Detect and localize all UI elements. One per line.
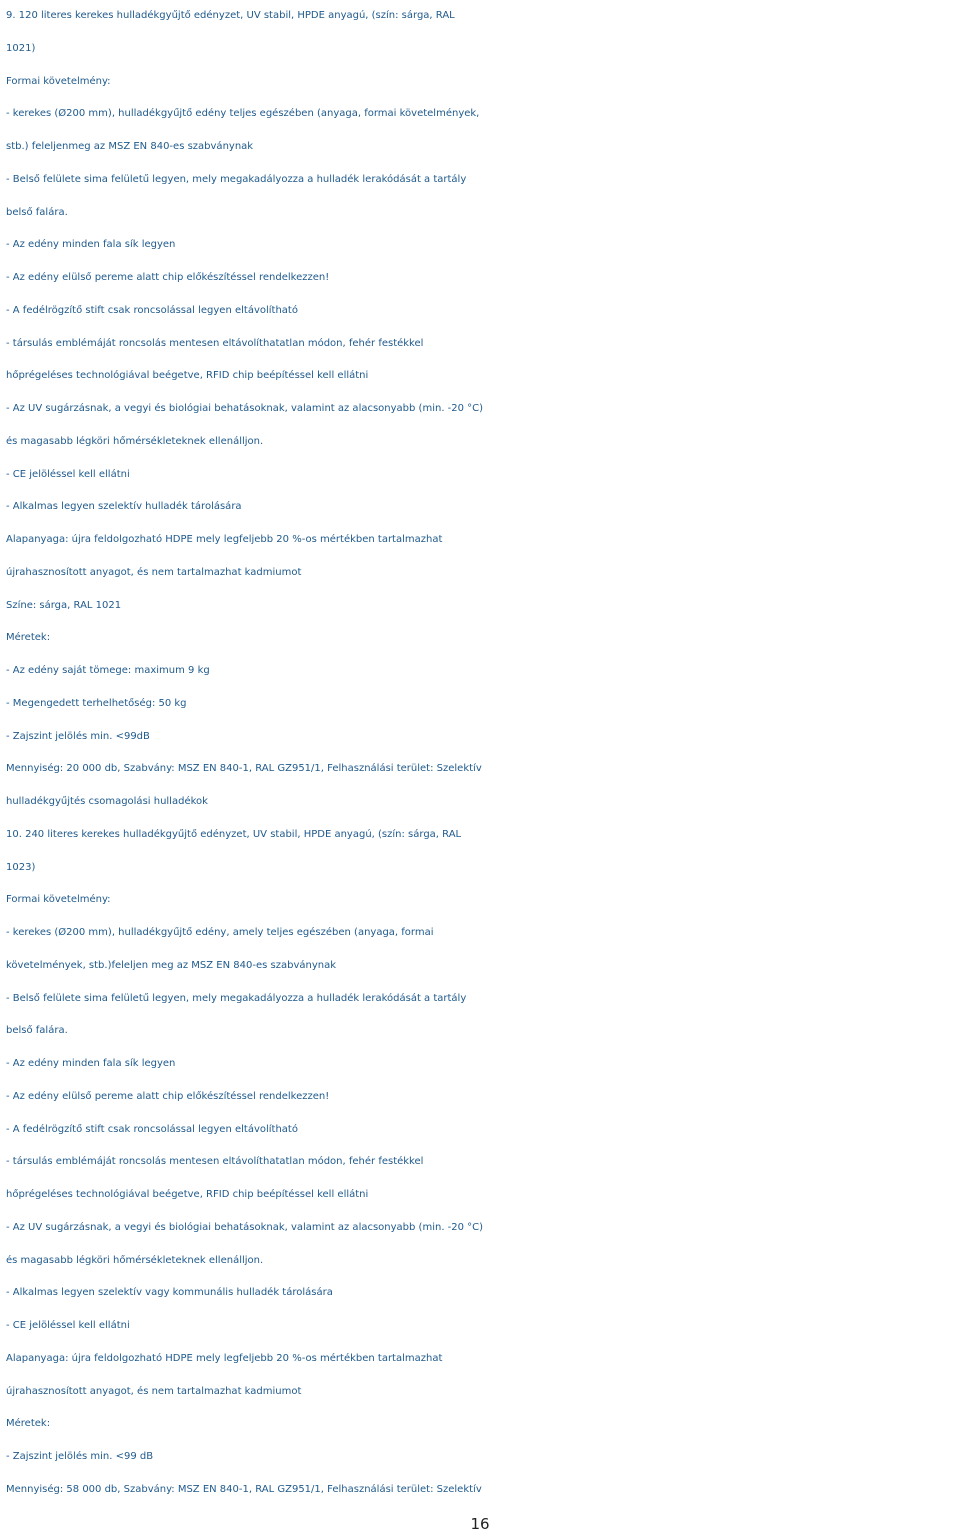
requirement-line: - Alkalmas legyen szelektív vagy kommunális hulladék tárolására	[6, 1287, 333, 1299]
requirement-line: - Alkalmas legyen szelektív hulladék tárolására	[6, 501, 242, 513]
item-9-heading-line-1: 9. 120 literes kerekes hulladékgyűjtő edényzet, UV stabil, HPDE anyagú, (szín: sárga, RAL	[6, 10, 455, 21]
dimensions-label: Méretek:	[6, 1418, 51, 1430]
requirement-line: belső falára.	[6, 1025, 68, 1037]
quantity-line: Mennyiség: 58 000 db, Szabvány: MSZ EN 840-1, RAL GZ951/1, Felhasználási terület: Szelektív	[6, 1483, 482, 1495]
requirement-line: - A fedélrögzítő stift csak roncsolással legyen eltávolítható	[6, 1123, 298, 1135]
requirement-line: - Az edény minden fala sík legyen	[6, 1058, 176, 1069]
item-10-heading-line-1: 10. 240 literes kerekes hulladékgyűjtő edényzet, UV stabil, HPDE anyagú, (szín: sárga, RAL	[6, 828, 462, 840]
requirement-line: stb.) feleljenmeg az MSZ EN 840-es szabványnak	[6, 141, 254, 152]
requirement-line: belső falára.	[6, 206, 68, 218]
item-10-heading-line-2: 1023)	[6, 861, 36, 873]
requirement-line: - Belső felülete sima felületű legyen, mely megakadályozza a hulladék lerakódását a tartály	[6, 173, 467, 185]
requirement-line: követelmények, stb.)feleljen meg az MSZ EN 840-es szabványnak	[6, 959, 336, 971]
material-line: Alapanyaga: újra feldolgozható HDPE mely legfeljebb 20 %-os mértékben tartalmazhat	[6, 534, 443, 545]
requirement-line: - CE jelöléssel kell ellátni	[6, 1320, 130, 1331]
requirement-line: - Az edény elülső pereme alatt chip előkészítéssel rendelkezzen!	[6, 1090, 330, 1102]
requirement-line: - kerekes (Ø200 mm), hulladékgyűjtő edény, amely teljes egészében (anyaga, formai	[6, 927, 434, 938]
page-number: 16	[470, 1515, 490, 1533]
dimensions-label: Méretek:	[6, 632, 51, 644]
quantity-line: hulladékgyűjtés csomagolási hulladékok	[6, 796, 208, 807]
requirement-line: - Az UV sugárzásnak, a vegyi és biológiai behatásoknak, valamint az alacsonyabb (min. -20 °C)	[6, 1221, 484, 1233]
material-line: Alapanyaga: újra feldolgozható HDPE mely legfeljebb 20 %-os mértékben tartalmazhat	[6, 1352, 443, 1364]
requirement-line: - kerekes (Ø200 mm), hulladékgyűjtő edény teljes egészében (anyaga, formai követelmények,	[6, 108, 480, 120]
requirement-line: - Belső felülete sima felületű legyen, mely megakadályozza a hulladék lerakódását a tartály	[6, 992, 467, 1004]
requirement-line: - Az UV sugárzásnak, a vegyi és biológiai behatásoknak, valamint az alacsonyabb (min. -20 °C)	[6, 403, 484, 414]
requirement-line: - CE jelöléssel kell ellátni	[6, 468, 130, 480]
requirement-line: és magasabb légköri hőmérsékleteknek ellenálljon.	[6, 435, 264, 447]
dimension-line: - Megengedett terhelhetőség: 50 kg	[6, 697, 187, 709]
requirement-line: és magasabb légköri hőmérsékleteknek ellenálljon.	[6, 1254, 264, 1266]
requirement-line: - Az edény minden fala sík legyen	[6, 239, 176, 251]
requirement-line: - Az edény elülső pereme alatt chip előkészítéssel rendelkezzen!	[6, 272, 330, 283]
material-line: újrahasznosított anyagot, és nem tartalmazhat kadmiumot	[6, 1385, 302, 1397]
document-body	[6, 0, 960, 1507]
formal-requirements-label: Formai követelmény:	[6, 894, 111, 906]
color-line: Színe: sárga, RAL 1021	[6, 599, 122, 611]
requirement-line: - társulás emblémáját roncsolás mentesen eltávolíthatatlan módon, fehér festékkel	[6, 1156, 424, 1168]
dimension-line: - Zajszint jelölés min. <99dB	[6, 730, 150, 742]
requirement-line: hőprégeléses technológiával beégetve, RFID chip beépítéssel kell ellátni	[6, 1189, 369, 1200]
requirement-line: - társulás emblémáját roncsolás mentesen eltávolíthatatlan módon, fehér festékkel	[6, 337, 424, 349]
formal-requirements-label: Formai követelmény:	[6, 75, 111, 87]
quantity-line: Mennyiség: 20 000 db, Szabvány: MSZ EN 840-1, RAL GZ951/1, Felhasználási terület: Szelektív	[6, 763, 482, 775]
material-line: újrahasznosított anyagot, és nem tartalmazhat kadmiumot	[6, 566, 302, 578]
requirement-line: hőprégeléses technológiával beégetve, RFID chip beépítéssel kell ellátni	[6, 370, 369, 382]
item-9-heading-line-2: 1021)	[6, 42, 36, 54]
dimension-line: - Zajszint jelölés min. <99 dB	[6, 1451, 154, 1462]
requirement-line: - A fedélrögzítő stift csak roncsolással legyen eltávolítható	[6, 304, 298, 316]
dimension-line: - Az edény saját tömege: maximum 9 kg	[6, 665, 210, 676]
